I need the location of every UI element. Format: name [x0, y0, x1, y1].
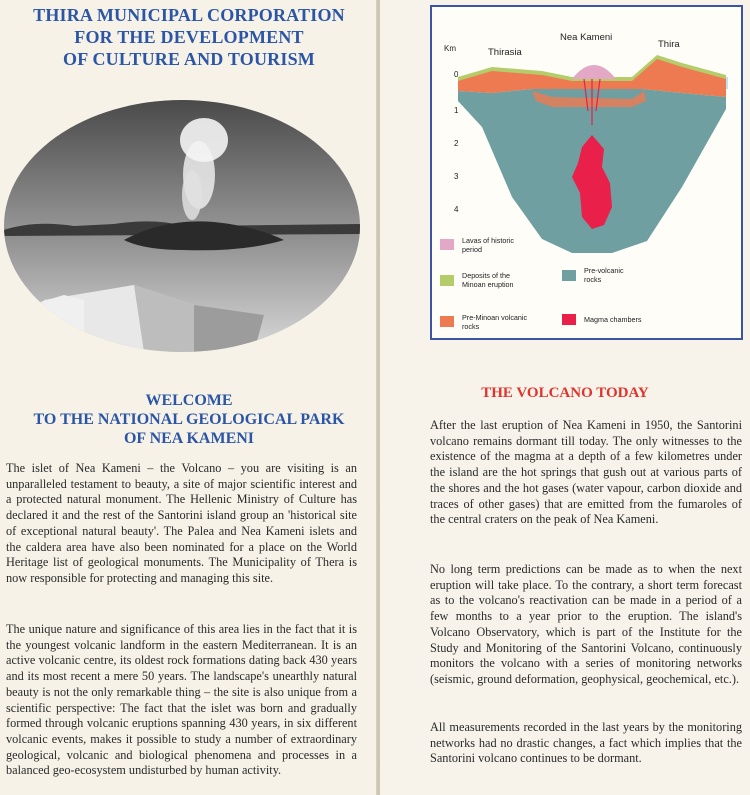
volcano-photo — [4, 100, 360, 352]
legend-label-magma: Magma chambers — [584, 315, 642, 324]
label-nea-kameni: Nea Kameni — [560, 32, 613, 43]
legend-swatch-magma — [562, 314, 576, 325]
legend-swatch-historic-lavas — [440, 239, 454, 250]
depth-tick-0: 0 — [454, 70, 459, 79]
legend-label-minoan-deposits-2: Minoan eruption — [462, 280, 514, 289]
legend-swatch-pre-volcanic — [562, 270, 576, 281]
welcome-title-line-2: TO THE NATIONAL GEOLOGICAL PARK — [33, 411, 345, 428]
volcano-cross-section-diagram — [430, 5, 743, 340]
depth-tick-4: 4 — [454, 205, 459, 214]
depth-tick-3: 3 — [454, 172, 459, 181]
depth-tick-1: 1 — [454, 106, 459, 115]
legend-label-minoan-deposits-1: Deposits of the — [462, 271, 510, 280]
legend-label-pre-volcanic-2: rocks — [584, 275, 602, 284]
cross-section-layers — [458, 55, 728, 253]
depth-tick-2: 2 — [454, 139, 459, 148]
header-line-3: OF CULTURE AND TOURISM — [63, 49, 315, 69]
header-line-2: FOR THE DEVELOPMENT — [74, 27, 304, 47]
legend-label-pre-minoan-2: rocks — [462, 322, 480, 331]
label-thira: Thira — [658, 39, 680, 50]
legend-label-historic-lavas-1: Lavas of historic — [462, 236, 514, 245]
welcome-title-line-3: OF NEA KAMENI — [123, 430, 255, 447]
intro-paragraph: The islet of Nea Kameni – the Volcano – you are visiting is an unparalleled testament to beauty, a site of major scientific interest and a protected natural monument. The Hellenic Ministry of Culture has declared it and the rest of the Santorini island group an 'historical site of exceptional natural beauty'. The Palea and Nea Kameni islets and the caldera area have also been nominated for a place on the World Heritage list of geological monuments. The Municipality of Thera is now responsible for protecting and managing this site. — [6, 461, 357, 585]
cross-section-svg — [432, 7, 741, 338]
volcano-today-paragraph-3: All measurements recorded in the last years by the monitoring networks had no drastic changes, a fact which implies that the Santorini volcano continues to be dormant. — [430, 720, 742, 766]
label-thirasia: Thirasia — [488, 47, 522, 58]
axis-unit-label: Km — [444, 44, 456, 53]
legend-label-pre-minoan-1: Pre-Minoan volcanic — [462, 313, 528, 322]
legend-label-pre-volcanic-1: Pre-volcanic — [584, 266, 624, 275]
legend-swatch-pre-minoan — [440, 316, 454, 327]
legend-swatch-minoan-deposits — [440, 275, 454, 286]
significance-paragraph: The unique nature and significance of this area lies in the fact that it is the youngest volcanic landform in the eastern Mediterranean. It is an active volcanic centre, its oldest rock formations dating back 430 years and its most recent a mere 50 years. The landscape's unearthly natural beauty is not the only remarkable thing – the site is also unique from a scientific perspective: The fact that the islet was born and gradually formed through volcanic eruptions spanning 430 years, in six different volcanic events, makes it possible to study a number of extraordinary geological, volcanic and biological phenomena and processes in a balanced geo-ecosystem undisturbed by human activity. — [6, 622, 357, 778]
volcano-today-paragraph-1: After the last eruption of Nea Kameni in 1950, the Santorini volcano remains dormant till today. The only witnesses to the existence of the magma at a depth of a few kilometres under the island are the hot springs that gush out at various parts of the shores and the hot gases (water vapour, carbon dioxide and traces of other gases) that are emitted from the fumaroles of the central craters on the peak of Nea Kameni. — [430, 418, 742, 527]
legend-label-historic-lavas-2: period — [462, 245, 482, 254]
volcano-today-paragraph-2: No long term predictions can be made as to when the next eruption will take place. To the contrary, a short term forecast as to the volcano's reactivation can be made in a period of a few months to a year prior to the eruption. The island's Volcano Observatory, which is part of the Institute for the Study and Monitoring of the Santorini Volcano, continuously monitors the volcano with a series of monitoring networks (seismic, ground deformation, geophysical, geochemical, etc.). — [430, 562, 742, 686]
historic-lavas-layer — [572, 65, 616, 79]
volcano-today-title: THE VOLCANO TODAY — [481, 385, 649, 401]
welcome-title-line-1: WELCOME — [145, 392, 233, 409]
header-line-1: THIRA MUNICIPAL CORPORATION — [33, 5, 345, 25]
volcano-photo-image — [4, 100, 360, 352]
